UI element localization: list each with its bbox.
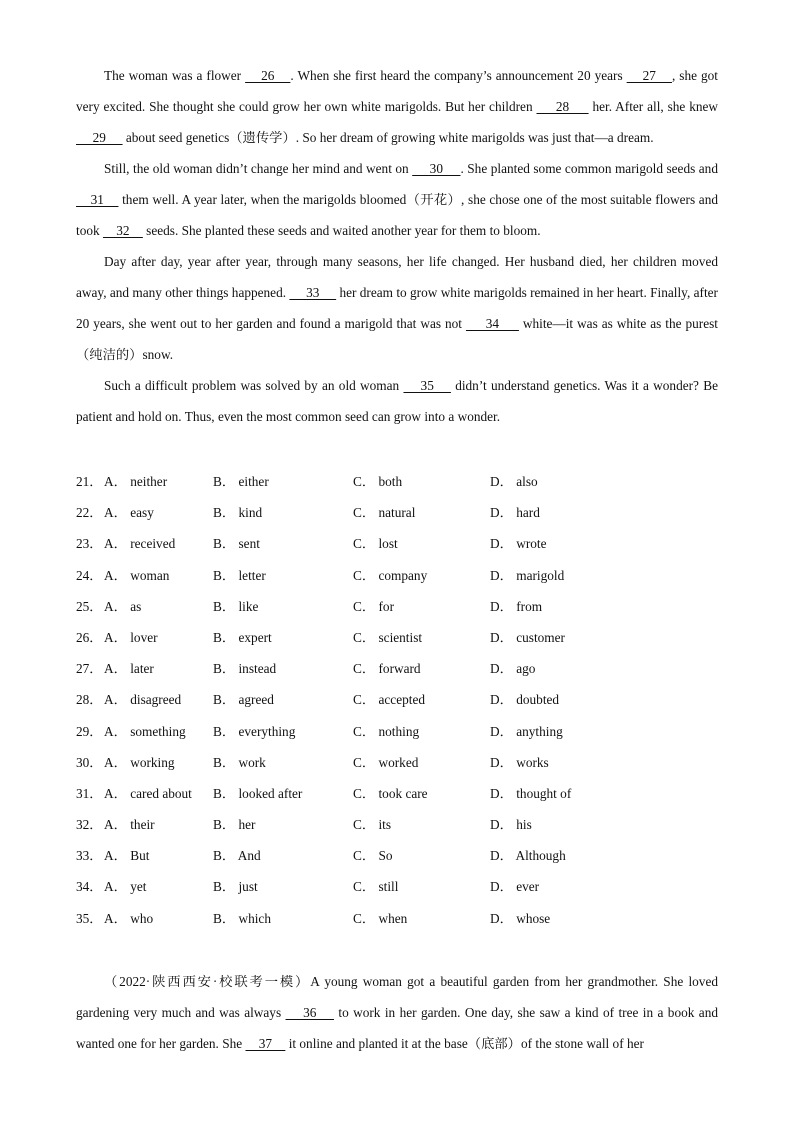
text: it online and planted it at the base（底部）of the stone wall of her xyxy=(285,1036,644,1051)
blank-28: 28 xyxy=(536,99,589,114)
question-row xyxy=(76,622,718,653)
paragraph-1 xyxy=(76,60,718,153)
option-a: A． later xyxy=(104,661,154,677)
option-b: B． either xyxy=(213,474,269,489)
option-b: B． looked after xyxy=(213,785,303,801)
text: . When she first heard the company’s announcement 20 years xyxy=(290,68,627,83)
option-b: B． kind xyxy=(213,505,263,521)
cloze-passage-1 xyxy=(76,60,718,432)
option-a: A． as xyxy=(104,598,142,614)
option-d: D． customer xyxy=(490,629,565,645)
option-b: B． expert xyxy=(213,629,272,645)
blank-33: 33 xyxy=(289,285,337,300)
text: Day after day, year after year, through many seasons, her life changed. Her husband died, her children moved away, and many other things happened. xyxy=(76,254,718,300)
text: , she got very excited. She thought she could grow her own white marigolds. But her children xyxy=(76,68,718,114)
option-a: A． But xyxy=(104,848,150,864)
option-d: D． ago xyxy=(490,661,536,677)
option-b: B． instead xyxy=(213,661,277,677)
option-c: C． company xyxy=(353,567,428,583)
option-c: C． lost xyxy=(353,536,398,552)
blank-29: 29 xyxy=(76,130,123,145)
question-number: 29． xyxy=(76,723,103,739)
question-row xyxy=(76,747,718,778)
question-row xyxy=(76,840,718,871)
question-row xyxy=(76,560,718,591)
option-d: D． wrote xyxy=(490,536,547,552)
option-d: D． whose xyxy=(490,910,551,926)
option-b: B． And xyxy=(213,848,261,864)
option-b: B． which xyxy=(213,910,271,926)
question-row xyxy=(76,528,718,559)
question-number: 34． xyxy=(76,879,103,895)
option-c: C． accepted xyxy=(353,692,425,708)
question-number: 26． xyxy=(76,629,103,645)
option-a: A． neither xyxy=(104,474,168,489)
option-c: C． both xyxy=(353,474,403,489)
option-d: D． thought of xyxy=(490,785,572,801)
question-number: 21． xyxy=(76,474,103,489)
option-c: C． when xyxy=(353,910,408,926)
question-row xyxy=(76,466,718,497)
question-row xyxy=(76,903,718,934)
text: white—it was as white as the purest（纯洁的）snow. xyxy=(76,316,718,362)
paragraph-2 xyxy=(76,153,718,246)
text: them well. A year later, when the marigolds bloomed（开花）, she chose one of the most suitable flowers and took xyxy=(76,192,719,238)
option-d: D． also xyxy=(490,474,538,489)
option-a: A． yet xyxy=(104,879,147,895)
question-row xyxy=(76,778,718,809)
question-number: 24． xyxy=(76,567,103,583)
option-a: A． easy xyxy=(104,505,154,521)
text: A young woman got a beautiful garden from her grandmother. She loved gardening very much and was always xyxy=(76,974,718,1020)
text: her dream to grow white marigolds remained in her heart. Finally, after 20 years, she went out to her garden and found a marigold that was not xyxy=(76,285,718,331)
question-row xyxy=(76,653,718,684)
answer-options xyxy=(76,466,718,934)
blank-35: 35 xyxy=(403,378,451,393)
option-d: D． Although xyxy=(490,848,566,864)
option-a: A． working xyxy=(104,754,175,770)
option-b: B． letter xyxy=(213,567,266,583)
question-number: 22． xyxy=(76,505,103,521)
paragraph-5 xyxy=(76,966,718,1059)
text: about seed genetics（遗传学）. So her dream of growing white marigolds was just that—a dream. xyxy=(122,130,654,145)
question-number: 23． xyxy=(76,536,103,552)
source-label: （2022·陕西西安·校联考一模） xyxy=(104,974,311,989)
option-d: D． doubted xyxy=(490,692,560,708)
blank-37: 37 xyxy=(245,1036,286,1051)
option-b: B． work xyxy=(213,754,266,770)
cloze-passage-2 xyxy=(76,966,718,1059)
option-c: C． scientist xyxy=(353,629,423,645)
option-a: A． received xyxy=(104,536,176,552)
option-b: B． agreed xyxy=(213,692,274,708)
question-number: 27． xyxy=(76,661,103,677)
option-a: A． their xyxy=(104,817,155,833)
question-number: 31． xyxy=(76,785,103,801)
option-d: D． works xyxy=(490,754,549,770)
option-d: D． anything xyxy=(490,723,563,739)
question-number: 25． xyxy=(76,598,103,614)
option-b: B． her xyxy=(213,817,256,833)
blank-27: 27 xyxy=(626,68,672,83)
option-b: B． everything xyxy=(213,723,296,739)
question-row xyxy=(76,871,718,902)
option-c: C． still xyxy=(353,879,399,895)
option-d: D． his xyxy=(490,817,532,833)
option-c: C． forward xyxy=(353,661,421,677)
option-a: A． who xyxy=(104,910,154,926)
blank-32: 32 xyxy=(102,223,143,238)
text: her. After all, she knew xyxy=(588,99,718,114)
option-a: A． woman xyxy=(104,567,170,583)
option-c: C． So xyxy=(353,848,393,864)
question-row xyxy=(76,809,718,840)
option-d: D． marigold xyxy=(490,567,565,583)
option-c: C． worked xyxy=(353,754,419,770)
blank-31: 31 xyxy=(76,192,119,207)
option-c: C． its xyxy=(353,817,392,833)
option-c: C． for xyxy=(353,598,394,614)
option-a: A． lover xyxy=(104,629,158,645)
option-b: B． like xyxy=(213,598,259,614)
question-number: 28． xyxy=(76,692,103,708)
paragraph-4 xyxy=(76,370,718,432)
text: seeds. She planted these seeds and waited another year for them to bloom. xyxy=(142,223,541,238)
text: Such a difficult problem was solved by an old woman xyxy=(104,378,404,393)
blank-30: 30 xyxy=(412,161,461,176)
text: to work in her garden. One day, she saw a kind of tree in a book and wanted one for her garden. She xyxy=(76,1005,718,1051)
question-number: 33． xyxy=(76,848,103,864)
blank-36: 36 xyxy=(285,1005,334,1020)
text: didn’t understand genetics. Was it a wonder? Be patient and hold on. Thus, even the most common seed can grow into a wonder. xyxy=(76,378,718,424)
option-a: A． disagreed xyxy=(104,692,182,708)
option-c: C． natural xyxy=(353,505,416,521)
option-c: C． took care xyxy=(353,785,428,801)
text: The woman was a flower xyxy=(104,68,246,83)
text: . She planted some common marigold seeds and xyxy=(460,161,718,176)
option-a: A． something xyxy=(104,723,186,739)
option-b: B． sent xyxy=(213,536,260,552)
text: Still, the old woman didn’t change her mind and went on xyxy=(104,161,413,176)
option-d: D． from xyxy=(490,598,543,614)
option-d: D． ever xyxy=(490,879,540,895)
option-a: A． cared about xyxy=(104,785,192,801)
question-number: 35． xyxy=(76,910,103,926)
blank-34: 34 xyxy=(465,316,519,331)
question-number: 32． xyxy=(76,817,103,833)
question-row xyxy=(76,684,718,715)
question-row xyxy=(76,591,718,622)
paragraph-3 xyxy=(76,246,718,370)
option-b: B． just xyxy=(213,879,258,895)
question-number: 30． xyxy=(76,754,103,770)
option-d: D． hard xyxy=(490,505,540,521)
blank-26: 26 xyxy=(245,68,291,83)
option-c: C． nothing xyxy=(353,723,420,739)
question-row xyxy=(76,716,718,747)
question-row xyxy=(76,497,718,528)
